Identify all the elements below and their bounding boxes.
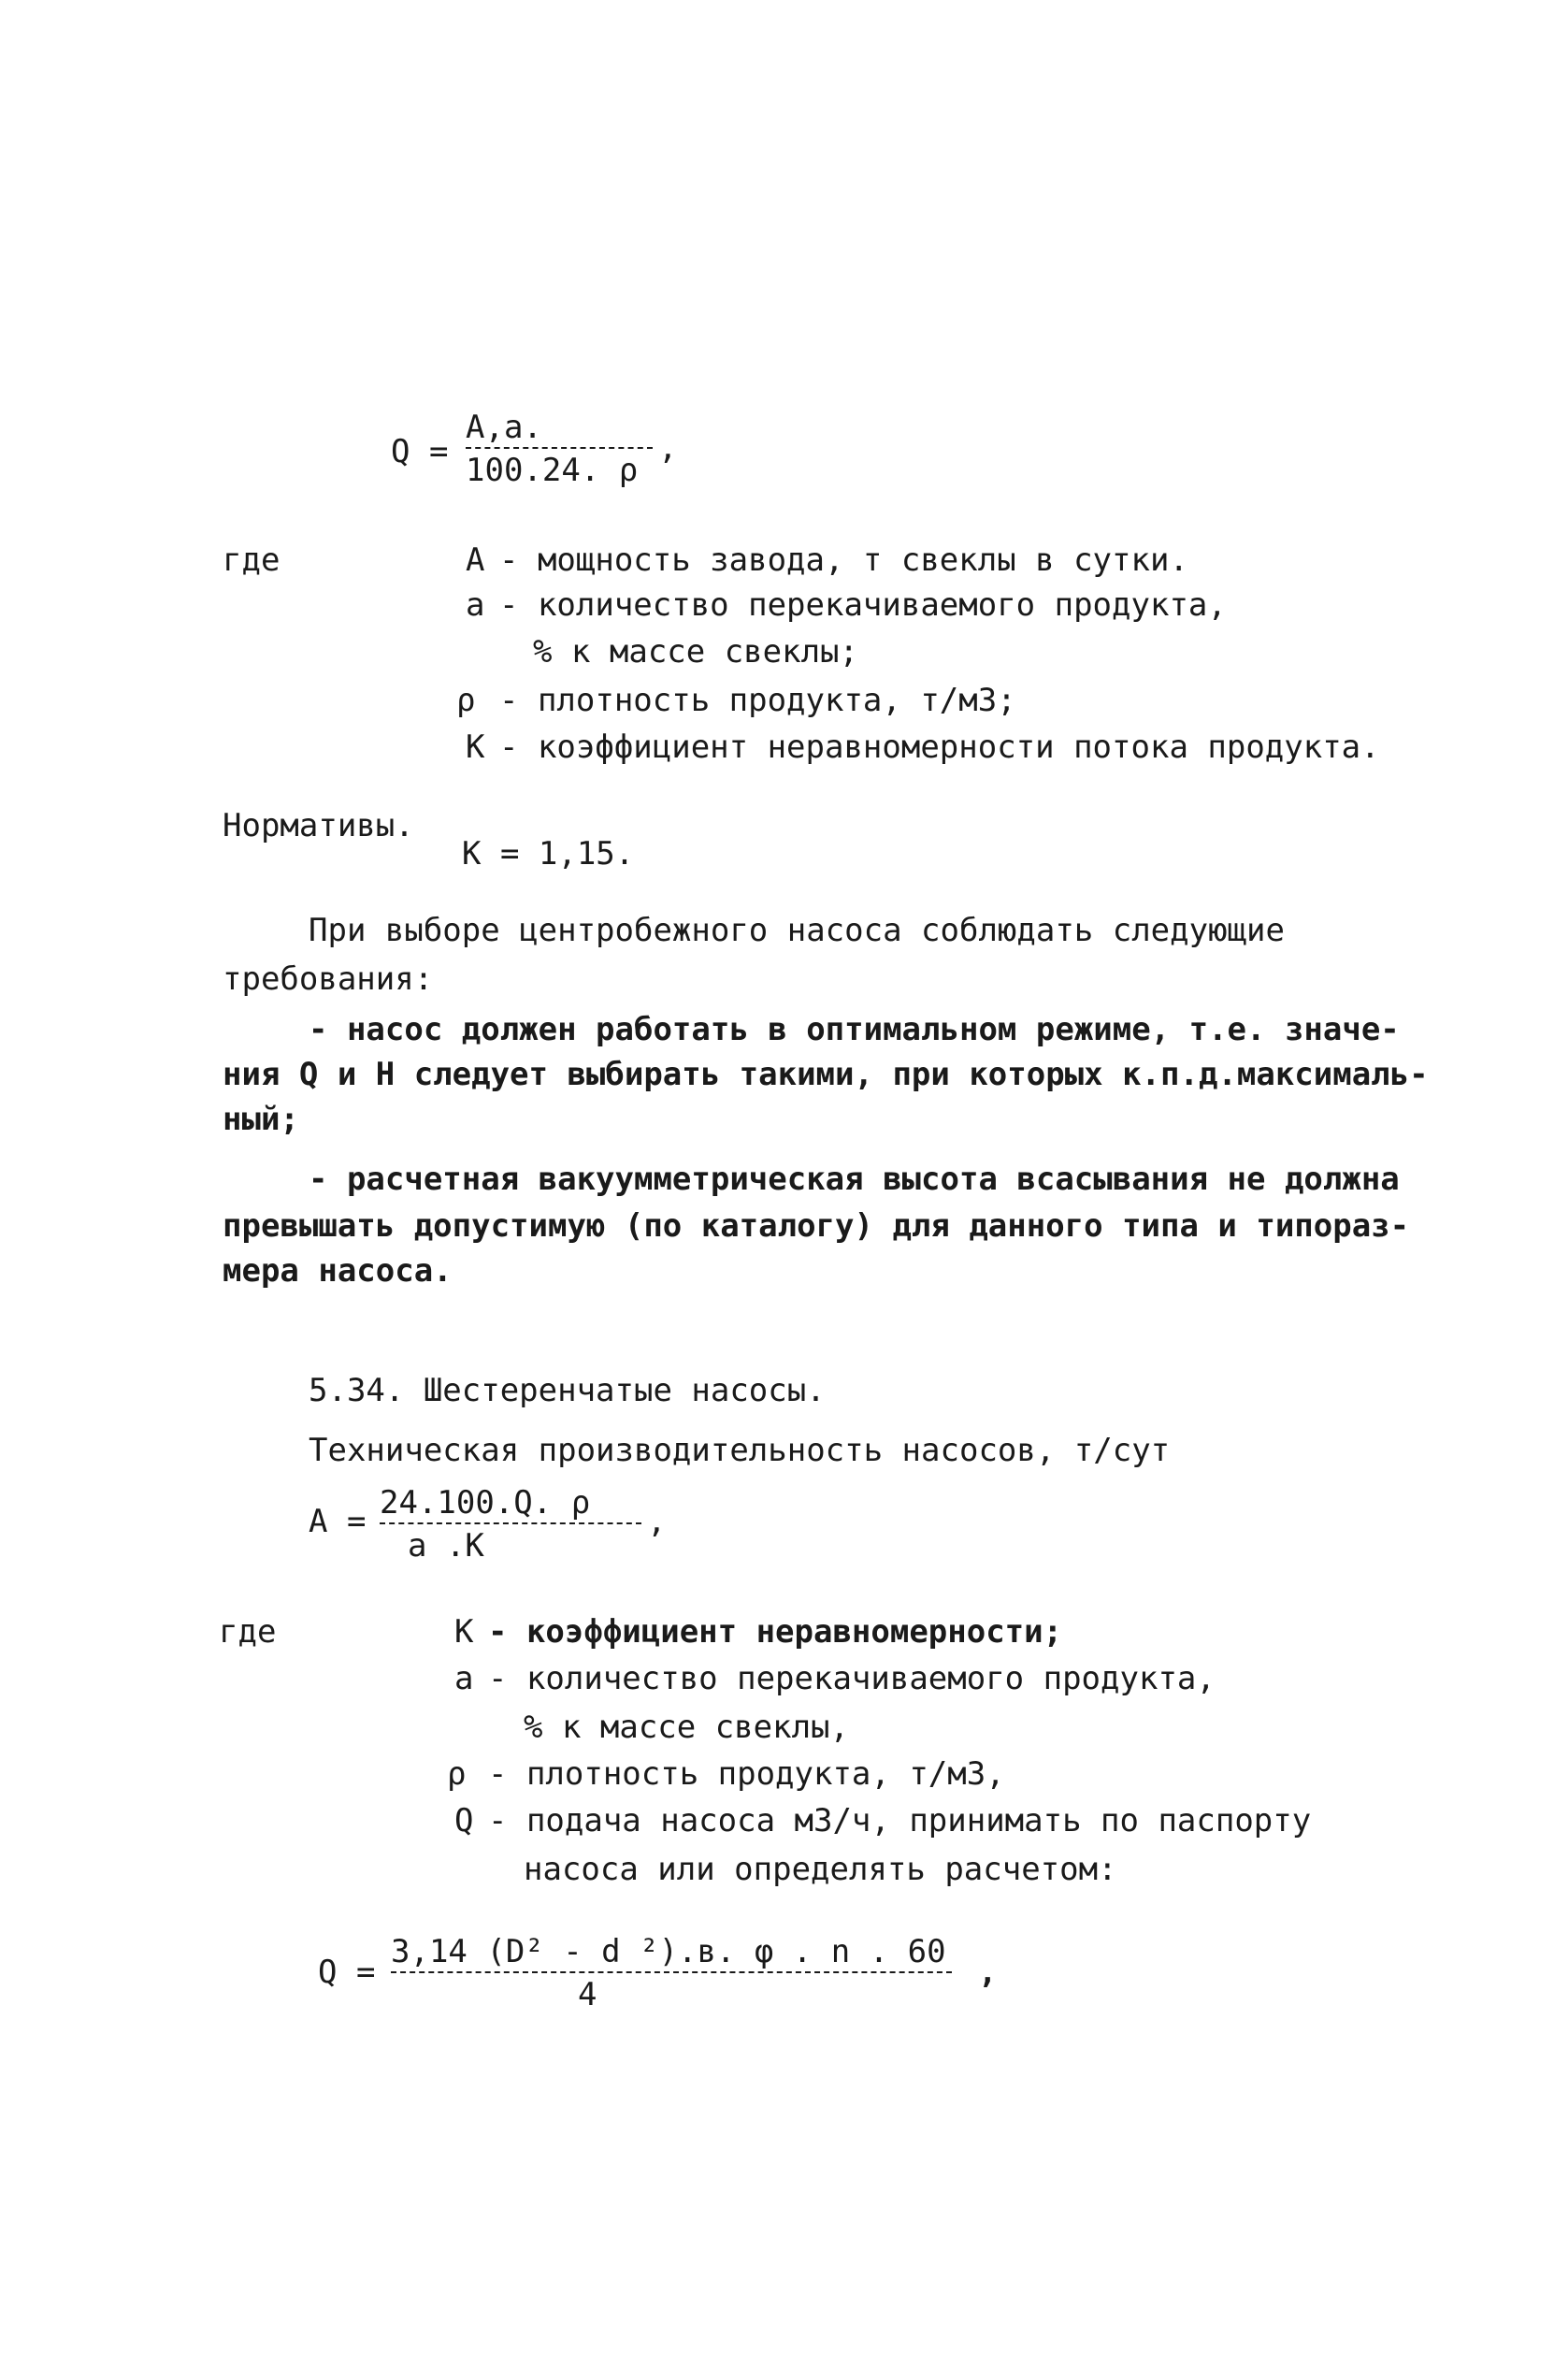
section-subheading: Техническая производительность насосов, т/сут [309,1432,1171,1469]
where1-sym-4: K [466,728,485,766]
req-item1-3: ный; [223,1101,299,1138]
formula3-fraction [391,1933,952,2013]
formula2-denominator: a .K [408,1527,484,1565]
where1-text-0: - мощность завода, т свеклы в сутки. [499,541,1188,579]
formula3-tail: , [978,1954,998,1991]
formula1-numerator: A,a. [466,411,653,449]
where1-sym-1: a [466,586,485,624]
where1-sym-0: A [466,541,485,579]
req-item1-1: - насос должен работать в оптимальном режиме, т.е. значе- [309,1011,1400,1048]
formula2-lhs: A = [309,1503,367,1540]
req-item2-3: мера насоса. [223,1252,453,1290]
where2-text-4: - подача насоса м3/ч, принимать по паспорту [488,1802,1312,1839]
where1-text-3: - плотность продукта, т/м3; [499,682,1016,719]
where2-sym-3: ρ [447,1755,467,1793]
where2-text-5: насоса или определять расчетом: [524,1851,1117,1888]
req-item1-2: ния Q и H следует выбирать такими, при которых к.п.д.максималь- [223,1056,1429,1093]
where1-sym-3: ρ [456,682,476,719]
req-item2-1: - расчетная вакуумметрическая высота всасывания не должна [309,1161,1400,1198]
where2-text-3: - плотность продукта, т/м3, [488,1755,1005,1793]
formula1-tail: , [658,429,678,467]
req-intro-2: требования: [223,960,434,998]
formula2-numerator: 24.100.Q. ρ [380,1487,641,1524]
formula1-lhs: Q = [391,433,449,470]
where2-sym-0: K [454,1613,474,1651]
norms-value: K = 1,15. [462,835,635,873]
norms-label: Нормативы. [223,807,414,844]
formula3-numerator: 3,14 (D² - d ²).в. φ . n . 60 [391,1936,952,1973]
where2-label: где [219,1613,277,1651]
where1-text-1: - количество перекачиваемого продукта, [499,586,1227,624]
where2-text-2: % к массе свеклы, [524,1709,849,1746]
formula2-fraction [380,1484,641,1565]
formula1-denominator: 100.24. ρ [466,452,639,489]
where2-text-1: - количество перекачиваемого продукта, [488,1660,1216,1697]
formula1-fraction [466,409,653,489]
req-item2-2: превышать допустимую (по каталогу) для данного типа и типораз- [223,1207,1410,1245]
formula3-denominator: 4 [578,1976,597,2013]
where2-text-0: - коэффициент неравномерности; [488,1613,1063,1651]
where2-sym-4: Q [454,1802,474,1839]
formula3-lhs: Q = [318,1954,376,1991]
where1-label: где [223,541,281,579]
section-heading: 5.34. Шестеренчатые насосы. [309,1372,826,1409]
formula2-tail: , [647,1503,667,1540]
req-intro-1: При выборе центробежного насоса соблюдать следующие [309,912,1285,949]
where2-sym-1: a [454,1660,474,1697]
where1-text-2: % к массе свеклы; [533,633,858,671]
where1-text-4: - коэффициент неравномерности потока продукта. [499,728,1380,766]
